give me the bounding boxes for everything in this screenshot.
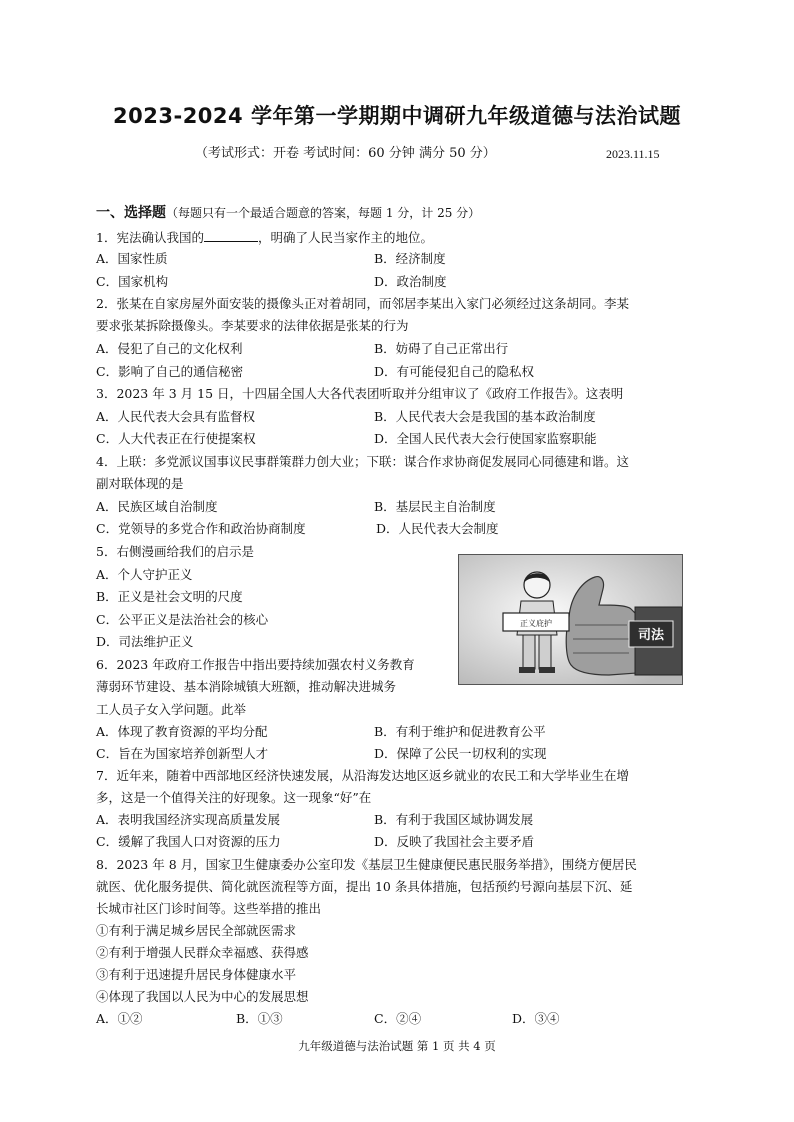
- question-5-stem: 5．右侧漫画给我们的启示是: [96, 544, 254, 559]
- exam-info: （考试形式：开卷 考试时间：60 分钟 满分 50 分）: [195, 146, 496, 161]
- section-heading: 一、选择题: [96, 205, 166, 221]
- q8-option-b: B．①③: [236, 1011, 283, 1026]
- q5-option-c: C．公平正义是法治社会的核心: [96, 612, 269, 627]
- question-8-stem: 8．2023 年 8 月，国家卫生健康委办公室印发《基层卫生健康便民惠民服务举措》，围绕方便居民: [96, 857, 637, 872]
- question-6-stem: 6．2023 年政府工作报告中指出要持续加强农村义务教育: [96, 657, 415, 672]
- q2-option-b: B．妨碍了自己正常出行: [374, 341, 509, 356]
- q7-option-b: B．有利于我国区域协调发展: [374, 812, 534, 827]
- question-4-stem-cont: 副对联体现的是: [96, 476, 184, 491]
- section-instructions: （每题只有一个最适合题意的答案，每题 1 分，计 25 分）: [166, 206, 481, 220]
- answer-blank: [204, 229, 258, 242]
- q8-item-1: ①有利于满足城乡居民全部就医需求: [96, 923, 297, 938]
- q3-option-b: B．人民代表大会是我国的基本政治制度: [374, 409, 596, 424]
- q1-option-d: D．政治制度: [374, 274, 447, 289]
- q3-option-c: C．人大代表正在行使提案权: [96, 431, 256, 446]
- question-4-stem: 4．上联：多党派议国事议民事群策群力创大业；下联：谋合作求协商促发展同心同德建和谐。这: [96, 454, 629, 469]
- justice-board-text: 正义庇护: [520, 619, 552, 628]
- q3-option-d: D．全国人民代表大会行使国家监察职能: [374, 431, 597, 446]
- q6-option-b: B．有利于维护和促进教育公平: [374, 724, 546, 739]
- q4-option-c: C．党领导的多党合作和政治协商制度: [96, 521, 306, 536]
- question-8-stem-cont: 就医、优化服务提供、简化就医流程等方面，提出 10 条具体措施，包括预约号源向基层下沉、延: [96, 879, 633, 894]
- q2-option-c: C．影响了自己的通信秘密: [96, 364, 244, 379]
- q7-option-a: A．表明我国经济实现高质量发展: [96, 812, 281, 827]
- question-1-stem: 1．宪法确认我国的 ，明确了人民当家作主的地位。: [96, 230, 433, 245]
- q4-option-b: B．基层民主自治制度: [374, 499, 496, 514]
- q5-option-a: A．个人守护正义: [96, 567, 193, 582]
- question-2-stem: 2．张某在自家房屋外面安装的摄像头正对着胡同，而邻居李某出入家门必须经过这条胡同。李某: [96, 296, 629, 311]
- q1-option-b: B．经济制度: [374, 251, 446, 266]
- question-8-stem-cont2: 长城市社区门诊时间等。这些举措的推出: [96, 901, 322, 916]
- q2-option-a: A．侵犯了自己的文化权利: [96, 341, 243, 356]
- question-7-stem-cont: 多，这是一个值得关注的好现象。这一现象“好”在: [96, 790, 372, 805]
- q6-option-d: D．保障了公民一切权利的实现: [374, 746, 547, 761]
- q7-option-c: C．缓解了我国人口对资源的压力: [96, 834, 281, 849]
- question-2-stem-cont: 要求张某拆除摄像头。李某要求的法律依据是张某的行为: [96, 318, 409, 333]
- q8-item-4: ④体现了我国以人民为中心的发展思想: [96, 989, 309, 1004]
- q8-item-2: ②有利于增强人民群众幸福感、获得感: [96, 945, 309, 960]
- q3-option-a: A．人民代表大会具有监督权: [96, 409, 256, 424]
- q8-option-a: A．①②: [96, 1011, 143, 1026]
- q8-option-c: C．②④: [374, 1011, 422, 1026]
- q8-item-3: ③有利于迅速提升居民身体健康水平: [96, 967, 297, 982]
- q8-option-d: D．③④: [512, 1011, 560, 1026]
- question-3-stem: 3．2023 年 3 月 15 日，十四届全国人大各代表团听取并分组审议了《政府工作报告》。这表明: [96, 386, 624, 401]
- cartoon-illustration: [459, 555, 682, 684]
- question-6-stem-cont2: 工人员子女入学问题。此举: [96, 702, 247, 717]
- q6-option-a: A．体现了教育资源的平均分配: [96, 724, 268, 739]
- q4-option-a: A．民族区域自治制度: [96, 499, 218, 514]
- question-7-stem: 7．近年来，随着中西部地区经济快速发展，从沿海发达地区返乡就业的农民工和大学毕业生在增: [96, 768, 629, 783]
- q7-option-d: D．反映了我国社会主要矛盾: [374, 834, 535, 849]
- page-footer: 九年级道德与法治试题 第 1 页 共 4 页: [298, 1039, 496, 1053]
- judiciary-sign-text: 司法: [637, 628, 665, 643]
- q6-option-c: C．旨在为国家培养创新型人才: [96, 746, 269, 761]
- section-heading-row: [96, 205, 480, 222]
- page-title: 2023-2024 学年第一学期期中调研九年级道德与法治试题: [113, 104, 681, 128]
- cartoon-image: [458, 554, 683, 685]
- exam-date: 2023.11.15: [606, 147, 660, 161]
- q5-option-b: B．正义是社会文明的尺度: [96, 589, 243, 604]
- q2-option-d: D．有可能侵犯自己的隐私权: [374, 364, 535, 379]
- q5-option-d: D．司法维护正义: [96, 634, 194, 649]
- q1-option-a: A．国家性质: [96, 251, 168, 266]
- q4-option-d: D．人民代表大会制度: [376, 521, 499, 536]
- q1-option-c: C．国家机构: [96, 274, 169, 289]
- question-6-stem-cont: 薄弱环节建设、基本消除城镇大班额，推动解决进城务: [96, 679, 397, 694]
